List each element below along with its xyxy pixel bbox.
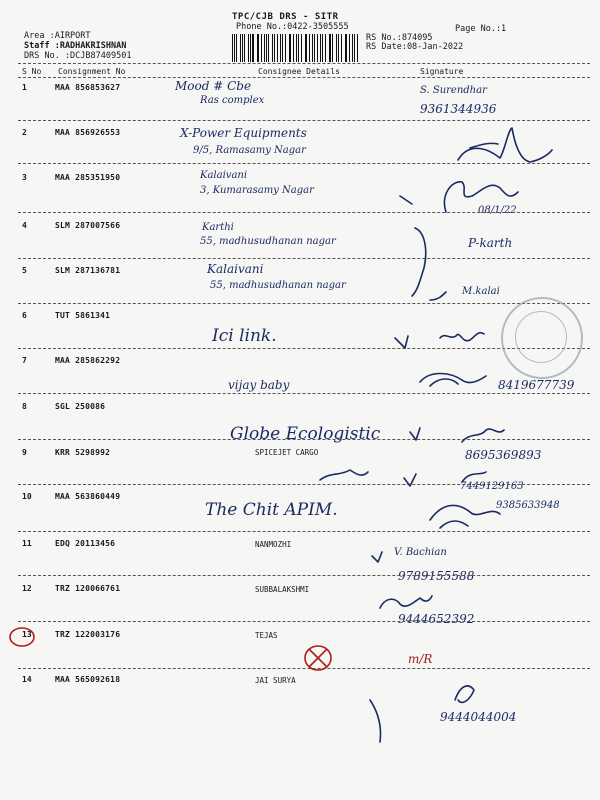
row-number: 6	[22, 311, 27, 320]
row-number: 14	[22, 675, 32, 684]
col-header-sno: S No	[22, 67, 42, 76]
barcode-bar	[240, 34, 241, 62]
signature-phone-2: 9385633948	[496, 500, 560, 511]
signature-scribble	[470, 143, 498, 148]
signature-date: 08/1/22	[478, 205, 517, 216]
courier-stamp	[501, 297, 583, 379]
handwritten-consignee: Kalaivani	[200, 170, 248, 181]
signature-scribble	[440, 333, 484, 341]
barcode-bar	[282, 34, 283, 62]
col-header-consignment: Consignment No	[58, 67, 126, 76]
barcode-bar	[349, 34, 350, 62]
signature-phone: 9789155588	[398, 569, 475, 583]
arrow-mark	[370, 700, 381, 742]
signature-scribble	[420, 374, 486, 383]
consignment-number: MAA 285862292	[55, 356, 121, 365]
handwritten-consignee: X-Power Equipments	[180, 126, 307, 140]
row-number: 7	[22, 356, 27, 365]
barcode-bar	[289, 34, 290, 62]
barcode-bar	[312, 34, 313, 62]
staff-label: Staff :RADHAKRISHNAN	[24, 41, 127, 51]
row-divider	[18, 668, 590, 669]
row-number: 4	[22, 221, 27, 230]
signature-phone: 9444652392	[398, 612, 475, 626]
barcode-bar	[332, 34, 333, 62]
consignment-number: TRZ 122003176	[55, 630, 121, 639]
consignment-number: MAA 856926553	[55, 128, 121, 137]
handwritten-address: Ras complex	[200, 95, 265, 106]
consignment-number: SGL 250086	[55, 402, 106, 411]
handwritten-consignee: Ici link.	[212, 326, 277, 346]
row-number: 5	[22, 266, 27, 275]
signature-scribble	[430, 505, 500, 520]
signature-scribble	[320, 470, 368, 480]
handwritten-consignee: Mood # Cbe	[175, 79, 252, 93]
barcode-bar	[341, 34, 342, 62]
area-label: Area :AIRPORT	[24, 31, 91, 41]
handwritten-consignee: The Chit APIM.	[205, 500, 338, 520]
row-divider	[18, 621, 590, 622]
handwritten-consignee: Karthi	[202, 222, 234, 233]
barcode-bar	[244, 34, 245, 62]
col-header-consignee: Consignee Details	[258, 67, 340, 76]
barcode-bar	[280, 34, 281, 62]
printed-consignee: JAI SURYA	[255, 676, 296, 685]
phone-number: Phone No.:0422-3505555	[236, 22, 349, 32]
signature-phone: 8419677739	[498, 378, 575, 392]
barcode-bar	[252, 34, 253, 62]
barcode-bar	[320, 34, 321, 62]
signature-scribble	[458, 128, 552, 162]
row-number: 11	[22, 539, 32, 548]
consignment-number: SLM 287136781	[55, 266, 121, 275]
signature-name: V. Bachian	[394, 547, 447, 558]
row-number: 10	[22, 492, 32, 501]
signature-phone: 8695369893	[465, 448, 542, 462]
barcode-bar	[268, 34, 269, 62]
consignment-number: MAA 563860449	[55, 492, 121, 501]
row-divider	[18, 120, 590, 121]
barcode-bar	[354, 34, 355, 62]
rs-date: RS Date:08-Jan-2022	[366, 42, 464, 52]
signature-phone: 9361344936	[420, 102, 497, 116]
printed-consignee: SUBBALAKSHMI	[255, 585, 310, 594]
barcode	[232, 34, 360, 62]
handwritten-address: 9/5, Ramasamy Nagar	[193, 145, 306, 156]
consignment-number: MAA 285351950	[55, 173, 121, 182]
handwritten-address: 55, madhusudhanan nagar	[200, 236, 336, 247]
header-divider-top	[18, 63, 590, 64]
signature-scribble	[395, 336, 408, 348]
handwritten-consignee: Kalaivani	[207, 262, 264, 276]
consignment-number: KRR 5298992	[55, 448, 111, 457]
row-divider	[18, 393, 590, 394]
header-divider-bottom	[18, 77, 590, 78]
rs-number: RS No.:874095	[366, 33, 433, 43]
row-number: 8	[22, 402, 27, 411]
barcode-bar	[272, 34, 273, 62]
signature-scribble	[430, 379, 458, 386]
tick-mark	[372, 552, 382, 562]
row-number: 3	[22, 173, 27, 182]
red-x-mark	[310, 650, 326, 666]
handwritten-consignee: Globe Ecologistic	[230, 424, 381, 444]
stamp-inner-ring	[515, 311, 567, 363]
row-number: 9	[22, 448, 27, 457]
row-number: 13	[22, 630, 32, 639]
consignment-number: TUT 5861341	[55, 311, 111, 320]
barcode-bar	[325, 34, 326, 62]
barcode-bar	[296, 34, 297, 62]
consignment-number: EDQ 20113456	[55, 539, 116, 548]
signature-phone: 7449129163	[460, 481, 524, 492]
signature-name: S. Surendhar	[420, 85, 487, 96]
handwritten-address: 55, madhusudhanan nagar	[210, 280, 346, 291]
handwritten-address: 3, Kumarasamy Nagar	[200, 185, 314, 196]
row-divider	[18, 531, 590, 532]
signature-name: M.kalai	[462, 286, 500, 297]
sheet-title: TPC/CJB DRS - SITR	[232, 12, 339, 22]
barcode-bar	[248, 34, 249, 62]
consignment-number: TRZ 120066761	[55, 584, 121, 593]
consignment-number: MAA 856853627	[55, 83, 121, 92]
signature-name: P-karth	[468, 236, 513, 250]
barcode-bar	[232, 34, 233, 62]
barcode-bar	[336, 34, 337, 62]
consignment-number: SLM 287007566	[55, 221, 121, 230]
printed-consignee: SPICEJET CARGO	[255, 448, 319, 457]
signature-scribble	[380, 596, 432, 608]
row-number: 12	[22, 584, 32, 593]
signature-scribble	[400, 196, 412, 204]
row-divider	[18, 163, 590, 164]
row-divider	[18, 575, 590, 576]
consignment-number: MAA 565092618	[55, 675, 121, 684]
signature-phone: 9444044004	[440, 710, 517, 724]
signature-scribble	[440, 521, 468, 528]
row-number: 1	[22, 83, 27, 92]
barcode-bar	[261, 34, 262, 62]
col-header-signature: Signature	[420, 67, 464, 76]
barcode-bar	[309, 34, 310, 62]
drs-number: DRS No. :DCJB87409501	[24, 51, 132, 61]
handwritten-consignee: vijay baby	[228, 378, 290, 392]
printed-consignee: NANMOZHI	[255, 540, 292, 549]
barcode-bar	[301, 34, 302, 62]
signature-scribble	[462, 429, 504, 442]
row-divider	[18, 303, 590, 304]
row-number: 2	[22, 128, 27, 137]
red-circled-x	[305, 646, 331, 670]
row-divider	[18, 258, 590, 259]
page-number: Page No.:1	[455, 24, 507, 34]
bracket-mark	[430, 292, 446, 300]
row-divider	[18, 439, 590, 440]
printed-consignee: TEJAS	[255, 631, 278, 640]
bracket-mark	[412, 228, 426, 296]
signature-initials: m/R	[408, 652, 433, 666]
row-divider	[18, 212, 590, 213]
signature-scribble	[455, 686, 474, 702]
